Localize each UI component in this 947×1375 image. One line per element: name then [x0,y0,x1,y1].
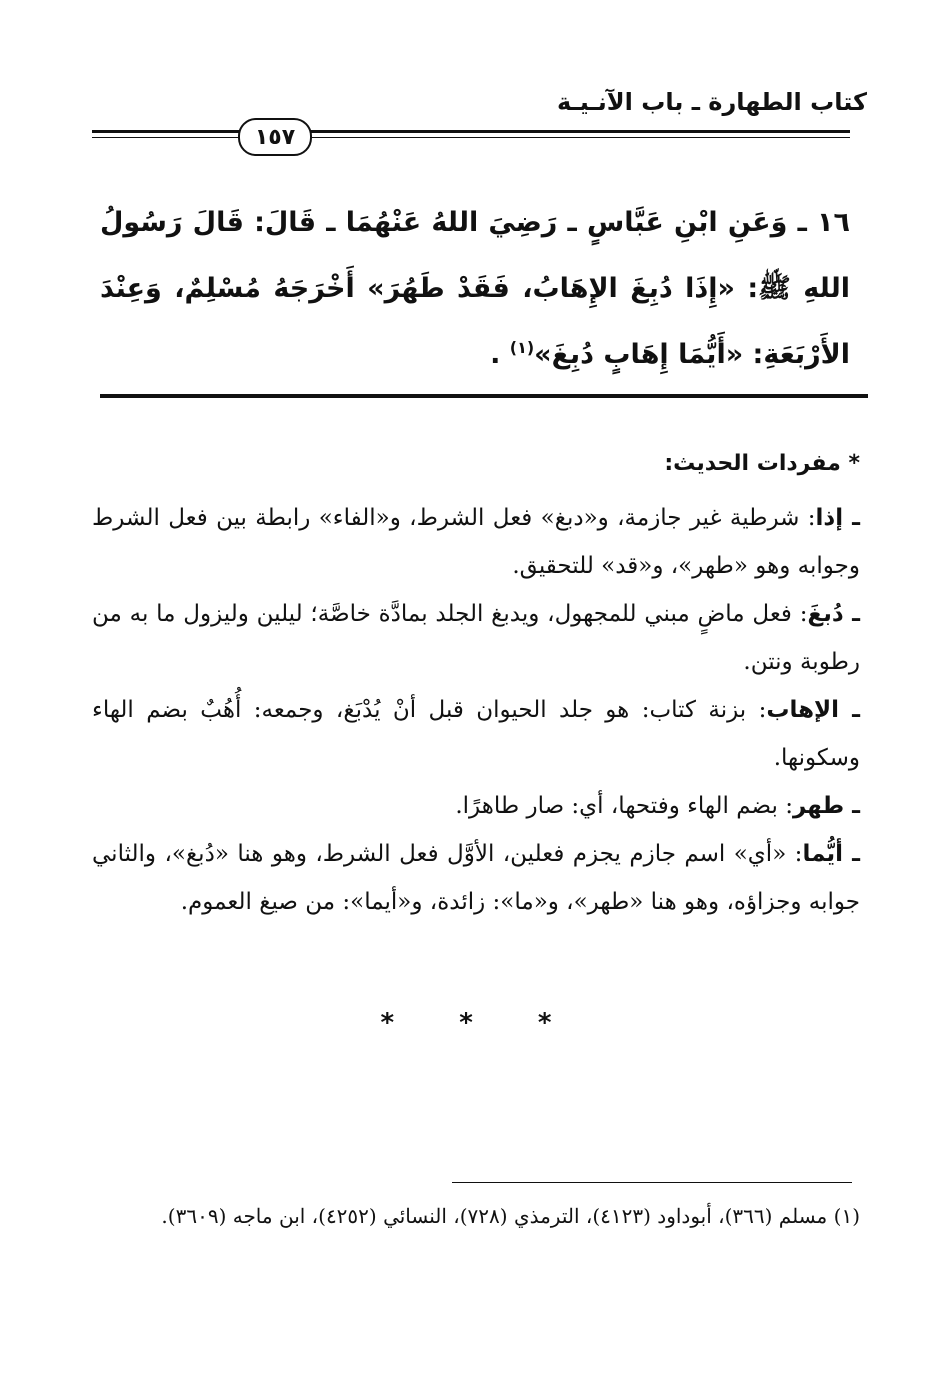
vocab-entry [92,830,860,926]
vocab-definition: : فعل ماضٍ مبني للمجهول، ويدبغ الجلد بمادَّة خاصَّة؛ ليلين وليزول ما به من رطوبة ونتن. [92,601,860,675]
vocab-term: ـ دُبغَ [807,601,860,627]
footnote-rule [452,1182,852,1183]
section-separator-stars: * * * [380,1008,580,1038]
vocabulary-heading: * مفردات الحديث: [664,451,860,476]
footnote-reference: (١) [509,338,535,357]
hadith-end-mark: . [490,339,501,370]
hadith-text-block [100,190,850,388]
vocab-definition: : «أي» اسم جازم يجزم فعلين، الأوَّل فعل الشرط، وهو هنا «دُبغ»، والثاني جوابه وجزاؤه، وهو هنا «طهر»، و«ما»: زائدة، و«أيما»: من صيغ العموم. [92,841,860,915]
vocab-definition: : بزنة كتاب: هو جلد الحيوان قبل أنْ يُدْبَغ، وجمعه: أُهُبٌ بضم الهاء وسكونها. [92,697,860,771]
vocab-term: ـ طهر [792,793,860,819]
vocab-entry [92,782,860,830]
vocab-definition: : شرطية غير جازمة، و«دبغ» فعل الشرط، و«الفاء» رابطة بين فعل الشرط وجوابه وهو «طهر»، و«قد» للتحقيق. [92,505,860,579]
footnote: (١) مسلم (٣٦٦)، أبوداود (٤١٢٣)، الترمذي (٧٢٨)، النسائي (٤٢٥٢)، ابن ماجه (٣٦٠٩). [161,1204,860,1228]
header-rule [92,130,850,133]
vocab-entry [92,494,860,590]
running-header: كتاب الطهارة ـ باب الآنـيـة [557,88,867,116]
vocabulary-section [92,440,860,926]
vocab-term: ـ الإهاب [766,697,860,723]
vocab-term: ـ أيُّما [802,841,860,867]
hadith-number: ١٦ ـ [797,207,850,238]
header-rule-thin [92,137,850,138]
vocab-entry [92,686,860,782]
page-number: ١٥٧ [238,118,312,156]
hadith-body: وَعَنِ ابْنِ عَبَّاسٍ ـ رَضِيَ اللهُ عَنْهُمَا ـ قَالَ: قَالَ رَسُولُ اللهِ ﷺ: «إِذَا دُبِغَ الإِهَابُ، فَقَدْ طَهُرَ» أَخْرَجَهُ مُسْلِمٌ، وَعِنْدَ الأَرْبَعَةِ: «أَيُّمَا إِهَابٍ دُبِغَ» [100,207,850,370]
vocab-definition: : بضم الهاء وفتحها، أي: صار طاهرًا. [455,793,793,819]
vocab-entry [92,590,860,686]
vocab-term: ـ إذا [815,505,860,531]
section-divider [100,394,868,398]
